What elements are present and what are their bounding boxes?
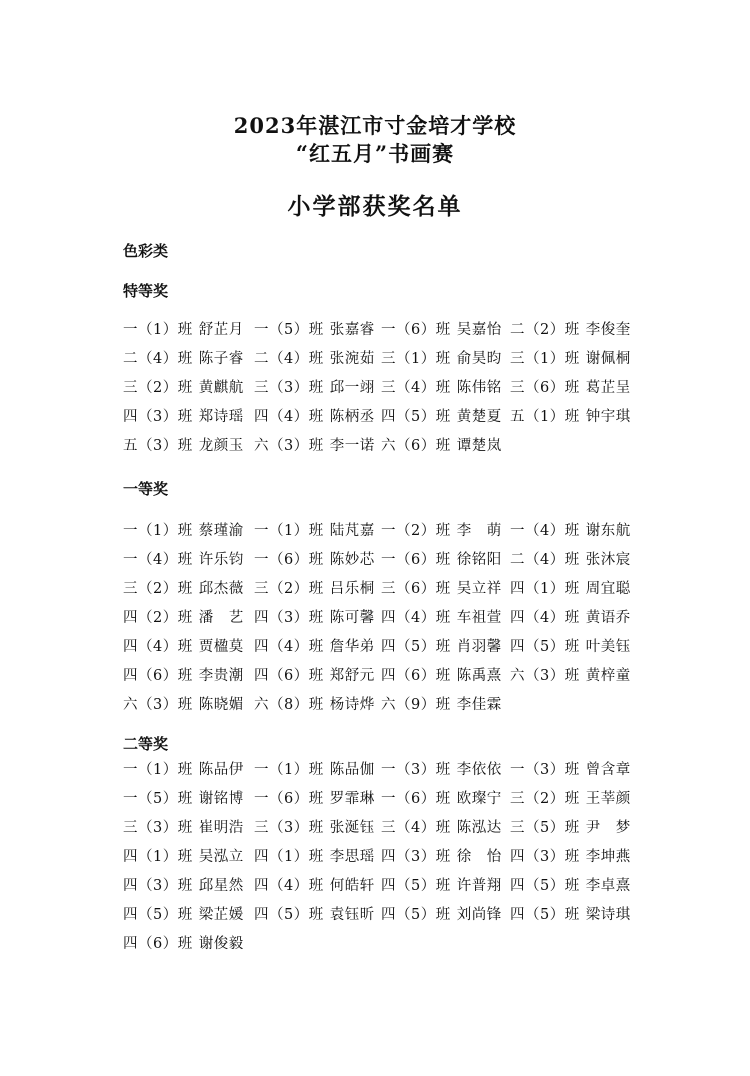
- student-name: 李贵潮: [198, 668, 244, 684]
- class-label: 一（2）班: [381, 523, 451, 539]
- student-name: 黄语乔: [585, 610, 631, 626]
- class-label: 一（4）班: [510, 523, 580, 539]
- class-label: 四（4）班: [254, 639, 324, 655]
- winner-entry: [510, 787, 643, 808]
- winner-entry: [510, 758, 643, 779]
- class-label: 四（6）班: [123, 668, 193, 684]
- class-label: 三（4）班: [381, 380, 451, 396]
- winner-entry: [123, 635, 254, 656]
- page-subtitle: 小学部获奖名单: [287, 193, 463, 220]
- student-name: 舒芷月: [198, 322, 244, 338]
- student-name: 曾含章: [585, 762, 631, 778]
- winner-entry: [123, 434, 254, 455]
- winner-entry: [381, 376, 510, 397]
- class-label: 三（6）班: [510, 380, 580, 396]
- student-name: 谭楚岚: [456, 438, 502, 454]
- class-label: 一（5）班: [254, 322, 324, 338]
- student-name: 黄楚夏: [456, 409, 502, 425]
- class-label: 一（4）班: [123, 552, 193, 568]
- student-name: 梁芷媛: [198, 907, 244, 923]
- winner-entry: [123, 758, 254, 779]
- student-name: 陈妙芯: [329, 552, 375, 568]
- winner-entry: [381, 664, 510, 685]
- student-name: 黄梓童: [585, 668, 631, 684]
- class-label: 五（1）班: [510, 409, 580, 425]
- class-label: 六（9）班: [381, 697, 451, 713]
- winner-entry: [254, 693, 381, 714]
- class-label: 四（6）班: [254, 668, 324, 684]
- class-label: 四（5）班: [510, 907, 580, 923]
- category-heading: 色彩类: [123, 242, 169, 260]
- winner-entry: [510, 405, 643, 426]
- student-name: 周宜聪: [585, 581, 631, 597]
- winner-entry: [510, 347, 643, 368]
- class-label: 一（6）班: [254, 552, 324, 568]
- class-label: 四（6）班: [123, 936, 193, 952]
- winner-entry: [254, 347, 381, 368]
- winner-entry: [123, 787, 254, 808]
- student-name: 肖羽馨: [456, 639, 502, 655]
- student-name: 李佳霖: [456, 697, 502, 713]
- winner-entry: [123, 693, 254, 714]
- class-label: 四（4）班: [381, 610, 451, 626]
- student-name: 蔡瑾渝: [198, 523, 244, 539]
- winner-entry: [254, 758, 381, 779]
- class-label: 三（4）班: [381, 820, 451, 836]
- class-label: 三（2）班: [123, 581, 193, 597]
- student-name: 陈子睿: [198, 351, 244, 367]
- student-name: 张涎钰: [329, 820, 375, 836]
- student-name: 谢东航: [585, 523, 631, 539]
- class-label: 四（5）班: [123, 907, 193, 923]
- winner-entry: [254, 519, 381, 540]
- winner-entry: [123, 347, 254, 368]
- class-label: 四（3）班: [381, 849, 451, 865]
- winner-entry: [381, 787, 510, 808]
- student-name: 邱一翊: [329, 380, 375, 396]
- student-name: 贾楹莫: [198, 639, 244, 655]
- winner-entry: [123, 932, 254, 953]
- student-name: 陈品伊: [198, 762, 244, 778]
- class-label: 四（4）班: [123, 639, 193, 655]
- winner-entry: [381, 347, 510, 368]
- student-name: 黄麒航: [198, 380, 244, 396]
- student-name: 郑诗瑶: [198, 409, 244, 425]
- student-name: 张沐宸: [585, 552, 631, 568]
- class-label: 四（5）班: [381, 878, 451, 894]
- class-label: 四（3）班: [254, 610, 324, 626]
- winner-entry: [510, 519, 643, 540]
- student-name: 梁诗琪: [585, 907, 631, 923]
- class-label: 一（6）班: [381, 322, 451, 338]
- student-name: 许普翔: [456, 878, 502, 894]
- class-label: 四（4）班: [510, 610, 580, 626]
- student-name: 吴嘉怡: [456, 322, 502, 338]
- winner-entry: [254, 816, 381, 837]
- winner-entry: [510, 376, 643, 397]
- winner-entry: [510, 577, 643, 598]
- student-name: 谢俊毅: [198, 936, 244, 952]
- class-label: 四（3）班: [510, 849, 580, 865]
- student-name: 徐铭阳: [456, 552, 502, 568]
- student-name: 车祖萱: [456, 610, 502, 626]
- class-label: 三（3）班: [254, 820, 324, 836]
- class-label: 一（5）班: [123, 791, 193, 807]
- winner-entry: [254, 376, 381, 397]
- student-name: 何皓轩: [329, 878, 375, 894]
- student-name: 吕乐桐: [329, 581, 375, 597]
- student-name: 陈泓达: [456, 820, 502, 836]
- student-name: 郑舒元: [329, 668, 375, 684]
- class-label: 三（2）班: [123, 380, 193, 396]
- class-label: 四（5）班: [510, 878, 580, 894]
- class-label: 一（6）班: [381, 552, 451, 568]
- winner-entry: [254, 577, 381, 598]
- winner-entry: [254, 318, 381, 339]
- class-label: 二（4）班: [510, 552, 580, 568]
- winner-entry: [381, 405, 510, 426]
- class-label: 一（1）班: [123, 762, 193, 778]
- winner-entry: [254, 548, 381, 569]
- award-heading-special: 特等奖: [123, 282, 169, 300]
- winner-entry: [381, 874, 510, 895]
- class-label: 四（3）班: [123, 878, 193, 894]
- student-name: 崔明浩: [198, 820, 244, 836]
- class-label: 一（6）班: [381, 791, 451, 807]
- student-name: 谢铭博: [198, 791, 244, 807]
- winner-entry: [381, 758, 510, 779]
- winner-entry: [254, 606, 381, 627]
- class-label: 四（1）班: [510, 581, 580, 597]
- winner-entry: [254, 664, 381, 685]
- student-name: 邱星然: [198, 878, 244, 894]
- page-title-line2: “红五月”书画赛: [295, 141, 455, 166]
- student-name: 龙颜玉: [198, 438, 244, 454]
- winner-entry: [123, 816, 254, 837]
- student-name: 杨诗烨: [329, 697, 375, 713]
- student-name: 李一诺: [329, 438, 375, 454]
- student-name: 王莘颜: [585, 791, 631, 807]
- student-name: 许乐钧: [198, 552, 244, 568]
- winner-entry: [123, 318, 254, 339]
- class-label: 一（1）班: [254, 762, 324, 778]
- student-name: 俞昊昀: [456, 351, 502, 367]
- student-name: 陈柄丞: [329, 409, 375, 425]
- winner-entry: [254, 903, 381, 924]
- winner-entry: [510, 903, 643, 924]
- winner-entry: [381, 434, 510, 455]
- student-name: 葛芷呈: [585, 380, 631, 396]
- winner-entry: [510, 874, 643, 895]
- class-label: 四（1）班: [254, 849, 324, 865]
- class-label: 四（5）班: [381, 409, 451, 425]
- class-label: 一（6）班: [254, 791, 324, 807]
- student-name: 李 萌: [456, 523, 502, 539]
- winner-entry: [254, 787, 381, 808]
- winner-entry: [381, 519, 510, 540]
- student-name: 谢佩桐: [585, 351, 631, 367]
- winner-entry: [254, 845, 381, 866]
- class-label: 四（6）班: [381, 668, 451, 684]
- award-list-special: [123, 314, 643, 459]
- class-label: 四（1）班: [123, 849, 193, 865]
- winner-entry: [123, 874, 254, 895]
- student-name: 钟宇琪: [585, 409, 631, 425]
- winner-entry: [381, 845, 510, 866]
- class-label: 一（3）班: [510, 762, 580, 778]
- winner-entry: [381, 318, 510, 339]
- class-label: 二（4）班: [123, 351, 193, 367]
- winner-entry: [254, 405, 381, 426]
- student-name: 李依依: [456, 762, 502, 778]
- class-label: 三（2）班: [510, 791, 580, 807]
- student-name: 李卓熹: [585, 878, 631, 894]
- winner-entry: [254, 635, 381, 656]
- class-label: 四（5）班: [381, 639, 451, 655]
- class-label: 五（3）班: [123, 438, 193, 454]
- student-name: 陆芃嘉: [329, 523, 375, 539]
- class-label: 三（1）班: [510, 351, 580, 367]
- winner-entry: [510, 845, 643, 866]
- class-label: 四（5）班: [381, 907, 451, 923]
- award-heading-first: 一等奖: [123, 480, 169, 498]
- class-label: 四（4）班: [254, 878, 324, 894]
- class-label: 六（3）班: [510, 668, 580, 684]
- winner-entry: [123, 548, 254, 569]
- student-name: 罗霏琳: [329, 791, 375, 807]
- winner-entry: [123, 376, 254, 397]
- winner-entry: [123, 405, 254, 426]
- class-label: 三（1）班: [381, 351, 451, 367]
- class-label: 四（5）班: [254, 907, 324, 923]
- winner-entry: [123, 606, 254, 627]
- winner-entry: [381, 635, 510, 656]
- student-name: 袁钰昕: [329, 907, 375, 923]
- student-name: 徐 怡: [456, 849, 502, 865]
- winner-entry: [381, 577, 510, 598]
- student-name: 潘 艺: [198, 610, 244, 626]
- student-name: 陈禹熹: [456, 668, 502, 684]
- winner-entry: [123, 845, 254, 866]
- class-label: 四（5）班: [510, 639, 580, 655]
- class-label: 三（3）班: [254, 380, 324, 396]
- class-label: 一（1）班: [123, 322, 193, 338]
- winner-entry: [123, 903, 254, 924]
- student-name: 张涴茹: [329, 351, 375, 367]
- winner-entry: [254, 874, 381, 895]
- student-name: 詹华弟: [329, 639, 375, 655]
- page-title: 2023年湛江市寸金培才学校: [233, 113, 517, 138]
- award-list-second: [123, 754, 643, 957]
- winner-entry: [510, 606, 643, 627]
- winner-entry: [510, 635, 643, 656]
- winner-entry: [381, 903, 510, 924]
- winner-entry: [123, 519, 254, 540]
- student-name: 邱杰薇: [198, 581, 244, 597]
- winner-entry: [510, 318, 643, 339]
- student-name: 李坤燕: [585, 849, 631, 865]
- student-name: 尹 梦: [585, 820, 631, 836]
- winner-entry: [254, 434, 381, 455]
- winner-entry: [381, 693, 510, 714]
- student-name: 李思瑶: [329, 849, 375, 865]
- winner-entry: [123, 664, 254, 685]
- student-name: 吴立祥: [456, 581, 502, 597]
- class-label: 二（2）班: [510, 322, 580, 338]
- winner-entry: [510, 548, 643, 569]
- class-label: 六（6）班: [381, 438, 451, 454]
- class-label: 六（8）班: [254, 697, 324, 713]
- class-label: 四（3）班: [123, 409, 193, 425]
- student-name: 陈伟铭: [456, 380, 502, 396]
- winner-entry: [123, 577, 254, 598]
- class-label: 一（1）班: [123, 523, 193, 539]
- class-label: 六（3）班: [254, 438, 324, 454]
- student-name: 李俊奎: [585, 322, 631, 338]
- student-name: 叶美钰: [585, 639, 631, 655]
- student-name: 欧璨宁: [456, 791, 502, 807]
- class-label: 三（2）班: [254, 581, 324, 597]
- class-label: 三（3）班: [123, 820, 193, 836]
- class-label: 四（4）班: [254, 409, 324, 425]
- winner-entry: [381, 816, 510, 837]
- student-name: 张嘉睿: [329, 322, 375, 338]
- winner-entry: [381, 606, 510, 627]
- class-label: 三（6）班: [381, 581, 451, 597]
- class-label: 六（3）班: [123, 697, 193, 713]
- winner-entry: [510, 664, 643, 685]
- award-list-first: [123, 515, 643, 718]
- student-name: 陈晓媚: [198, 697, 244, 713]
- student-name: 刘尚锋: [456, 907, 502, 923]
- class-label: 二（4）班: [254, 351, 324, 367]
- class-label: 四（2）班: [123, 610, 193, 626]
- student-name: 陈品伽: [329, 762, 375, 778]
- class-label: 一（3）班: [381, 762, 451, 778]
- class-label: 一（1）班: [254, 523, 324, 539]
- student-name: 陈可馨: [329, 610, 375, 626]
- winner-entry: [510, 816, 643, 837]
- winner-entry: [381, 548, 510, 569]
- class-label: 三（5）班: [510, 820, 580, 836]
- student-name: 吴泓立: [198, 849, 244, 865]
- award-heading-second: 二等奖: [123, 735, 169, 753]
